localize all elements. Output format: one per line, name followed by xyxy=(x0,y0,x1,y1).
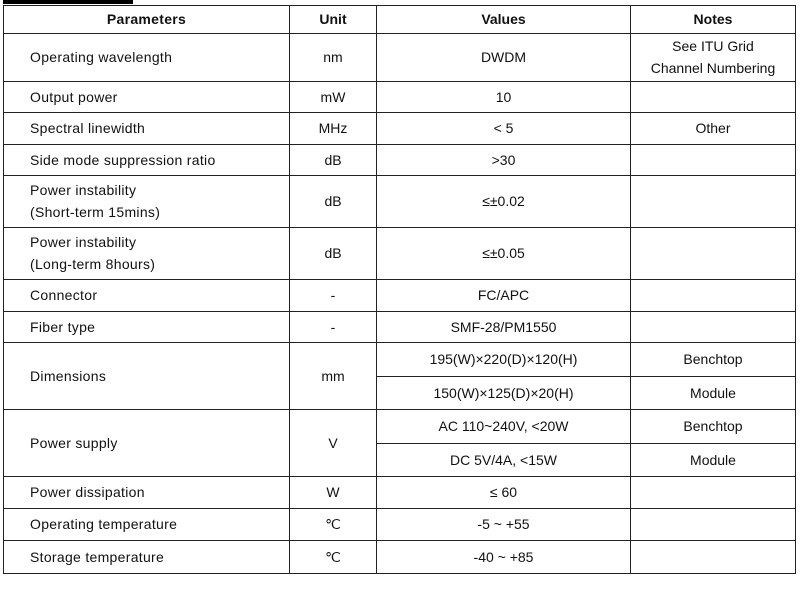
value-cell-text: < 5 xyxy=(493,120,514,137)
unit-cell xyxy=(290,312,377,343)
table-row xyxy=(4,410,796,444)
value-cell-text: AC 110~240V, <20W xyxy=(438,418,569,435)
unit-cell-text: - xyxy=(330,287,336,304)
table-row xyxy=(4,343,796,377)
unit-cell-text: W xyxy=(326,484,340,501)
value-cell-text: DC 5V/4A, <15W xyxy=(450,451,557,468)
notes-cell-text: Module xyxy=(690,451,736,468)
table-row xyxy=(4,82,796,113)
value-cell xyxy=(377,343,631,377)
parameter-cell xyxy=(4,228,290,280)
unit-cell-text: V xyxy=(328,434,338,451)
table-row xyxy=(4,228,796,280)
table-row xyxy=(4,145,796,176)
unit-cell-text: dB xyxy=(324,193,342,210)
clipped-heading-fragment xyxy=(3,0,133,4)
parameter-cell-text: Power instability xyxy=(30,182,137,199)
parameter-cell xyxy=(4,113,290,145)
notes-cell-text: Channel Numbering xyxy=(650,60,776,76)
table-row xyxy=(4,280,796,312)
parameter-cell-text: Storage temperature xyxy=(30,548,165,565)
value-cell-text: ≤±0.02 xyxy=(482,193,525,210)
value-cell xyxy=(377,82,631,113)
unit-cell-text: dB xyxy=(324,151,342,168)
value-cell xyxy=(377,541,631,574)
table-row xyxy=(4,34,796,82)
parameter-cell-text: Operating wavelength xyxy=(30,49,173,66)
parameter-cell xyxy=(4,312,290,343)
notes-cell xyxy=(631,541,796,574)
parameter-cell-text: Side mode suppression ratio xyxy=(30,151,216,168)
notes-cell xyxy=(631,312,796,343)
table-row xyxy=(4,312,796,343)
parameter-cell-text: (Short-term 15mins) xyxy=(30,204,161,220)
value-cell-text: 10 xyxy=(495,88,512,105)
unit-cell xyxy=(290,176,377,228)
table-row xyxy=(4,113,796,145)
value-cell-text: ≤ 60 xyxy=(489,484,518,501)
unit-cell xyxy=(290,34,377,82)
notes-cell xyxy=(631,509,796,541)
value-cell xyxy=(377,444,631,477)
header-values: Values xyxy=(377,6,631,34)
parameter-cell-text: Spectral linewidth xyxy=(30,120,146,137)
value-cell xyxy=(377,176,631,228)
parameter-cell xyxy=(4,509,290,541)
value-cell xyxy=(377,113,631,145)
parameter-cell xyxy=(4,280,290,312)
value-cell xyxy=(377,228,631,280)
value-cell xyxy=(377,509,631,541)
specifications-table xyxy=(3,5,796,574)
value-cell xyxy=(377,145,631,176)
notes-cell xyxy=(631,377,796,410)
notes-cell xyxy=(631,176,796,228)
parameter-cell-text: Dimensions xyxy=(30,367,107,384)
parameter-cell xyxy=(4,176,290,228)
parameter-cell-text: Power instability xyxy=(30,234,137,251)
parameter-cell xyxy=(4,343,290,410)
parameter-cell-text: Operating temperature xyxy=(30,516,178,533)
parameter-cell xyxy=(4,541,290,574)
notes-cell-text: Benchtop xyxy=(683,351,743,368)
unit-cell xyxy=(290,410,377,477)
table-row xyxy=(4,541,796,574)
value-cell-text: >30 xyxy=(491,151,516,168)
notes-cell xyxy=(631,410,796,444)
notes-cell xyxy=(631,34,796,82)
notes-cell xyxy=(631,280,796,312)
unit-cell xyxy=(290,113,377,145)
unit-cell xyxy=(290,82,377,113)
unit-cell-text: ℃ xyxy=(325,548,341,565)
parameter-cell-text: Output power xyxy=(30,88,118,105)
notes-cell-text: Benchtop xyxy=(683,418,743,435)
value-cell xyxy=(377,280,631,312)
notes-cell-text: Module xyxy=(690,384,736,401)
parameter-cell xyxy=(4,410,290,477)
value-cell xyxy=(377,377,631,410)
value-cell-text: FC/APC xyxy=(477,287,530,304)
parameter-cell-text: Connector xyxy=(30,287,98,304)
parameter-cell xyxy=(4,145,290,176)
value-cell-text: -5 ~ +55 xyxy=(477,516,530,533)
table-header-row xyxy=(4,6,796,34)
notes-cell-text: See ITU Grid xyxy=(672,38,754,55)
value-cell xyxy=(377,312,631,343)
notes-cell xyxy=(631,113,796,145)
notes-cell xyxy=(631,228,796,280)
unit-cell-text: ℃ xyxy=(325,516,341,533)
unit-cell xyxy=(290,228,377,280)
notes-cell xyxy=(631,343,796,377)
value-cell-text: -40 ~ +85 xyxy=(473,548,534,565)
unit-cell xyxy=(290,145,377,176)
value-cell-text: 150(W)×125(D)×20(H) xyxy=(433,384,574,401)
header-parameters: Parameters xyxy=(4,6,290,34)
unit-cell xyxy=(290,280,377,312)
value-cell-text: 195(W)×220(D)×120(H) xyxy=(429,351,578,368)
unit-cell-text: MHz xyxy=(318,120,348,137)
value-cell xyxy=(377,410,631,444)
value-cell xyxy=(377,34,631,82)
unit-cell xyxy=(290,509,377,541)
table-row xyxy=(4,509,796,541)
parameter-cell-text: (Long-term 8hours) xyxy=(30,256,156,272)
unit-cell-text: dB xyxy=(324,245,342,262)
unit-cell-text: nm xyxy=(323,49,343,66)
value-cell-text: DWDM xyxy=(480,49,527,66)
unit-cell-text: mW xyxy=(320,88,346,105)
table-row xyxy=(4,176,796,228)
parameter-cell xyxy=(4,477,290,509)
value-cell-text: SMF-28/PM1550 xyxy=(450,318,557,335)
unit-cell xyxy=(290,343,377,410)
notes-cell xyxy=(631,477,796,509)
unit-cell-text: - xyxy=(330,318,336,335)
unit-cell xyxy=(290,477,377,509)
parameter-cell-text: Fiber type xyxy=(30,318,96,335)
parameter-cell-text: Power dissipation xyxy=(30,484,145,501)
notes-cell xyxy=(631,444,796,477)
unit-cell xyxy=(290,541,377,574)
value-cell xyxy=(377,477,631,509)
header-unit: Unit xyxy=(290,6,377,34)
value-cell-text: ≤±0.05 xyxy=(482,245,525,262)
notes-cell-text: Other xyxy=(695,120,731,137)
notes-cell xyxy=(631,145,796,176)
header-notes: Notes xyxy=(631,6,796,34)
notes-cell xyxy=(631,82,796,113)
parameter-cell-text: Power supply xyxy=(30,434,118,451)
table-row xyxy=(4,477,796,509)
parameter-cell xyxy=(4,34,290,82)
parameter-cell xyxy=(4,82,290,113)
unit-cell-text: mm xyxy=(321,367,345,384)
table-body xyxy=(4,34,796,574)
